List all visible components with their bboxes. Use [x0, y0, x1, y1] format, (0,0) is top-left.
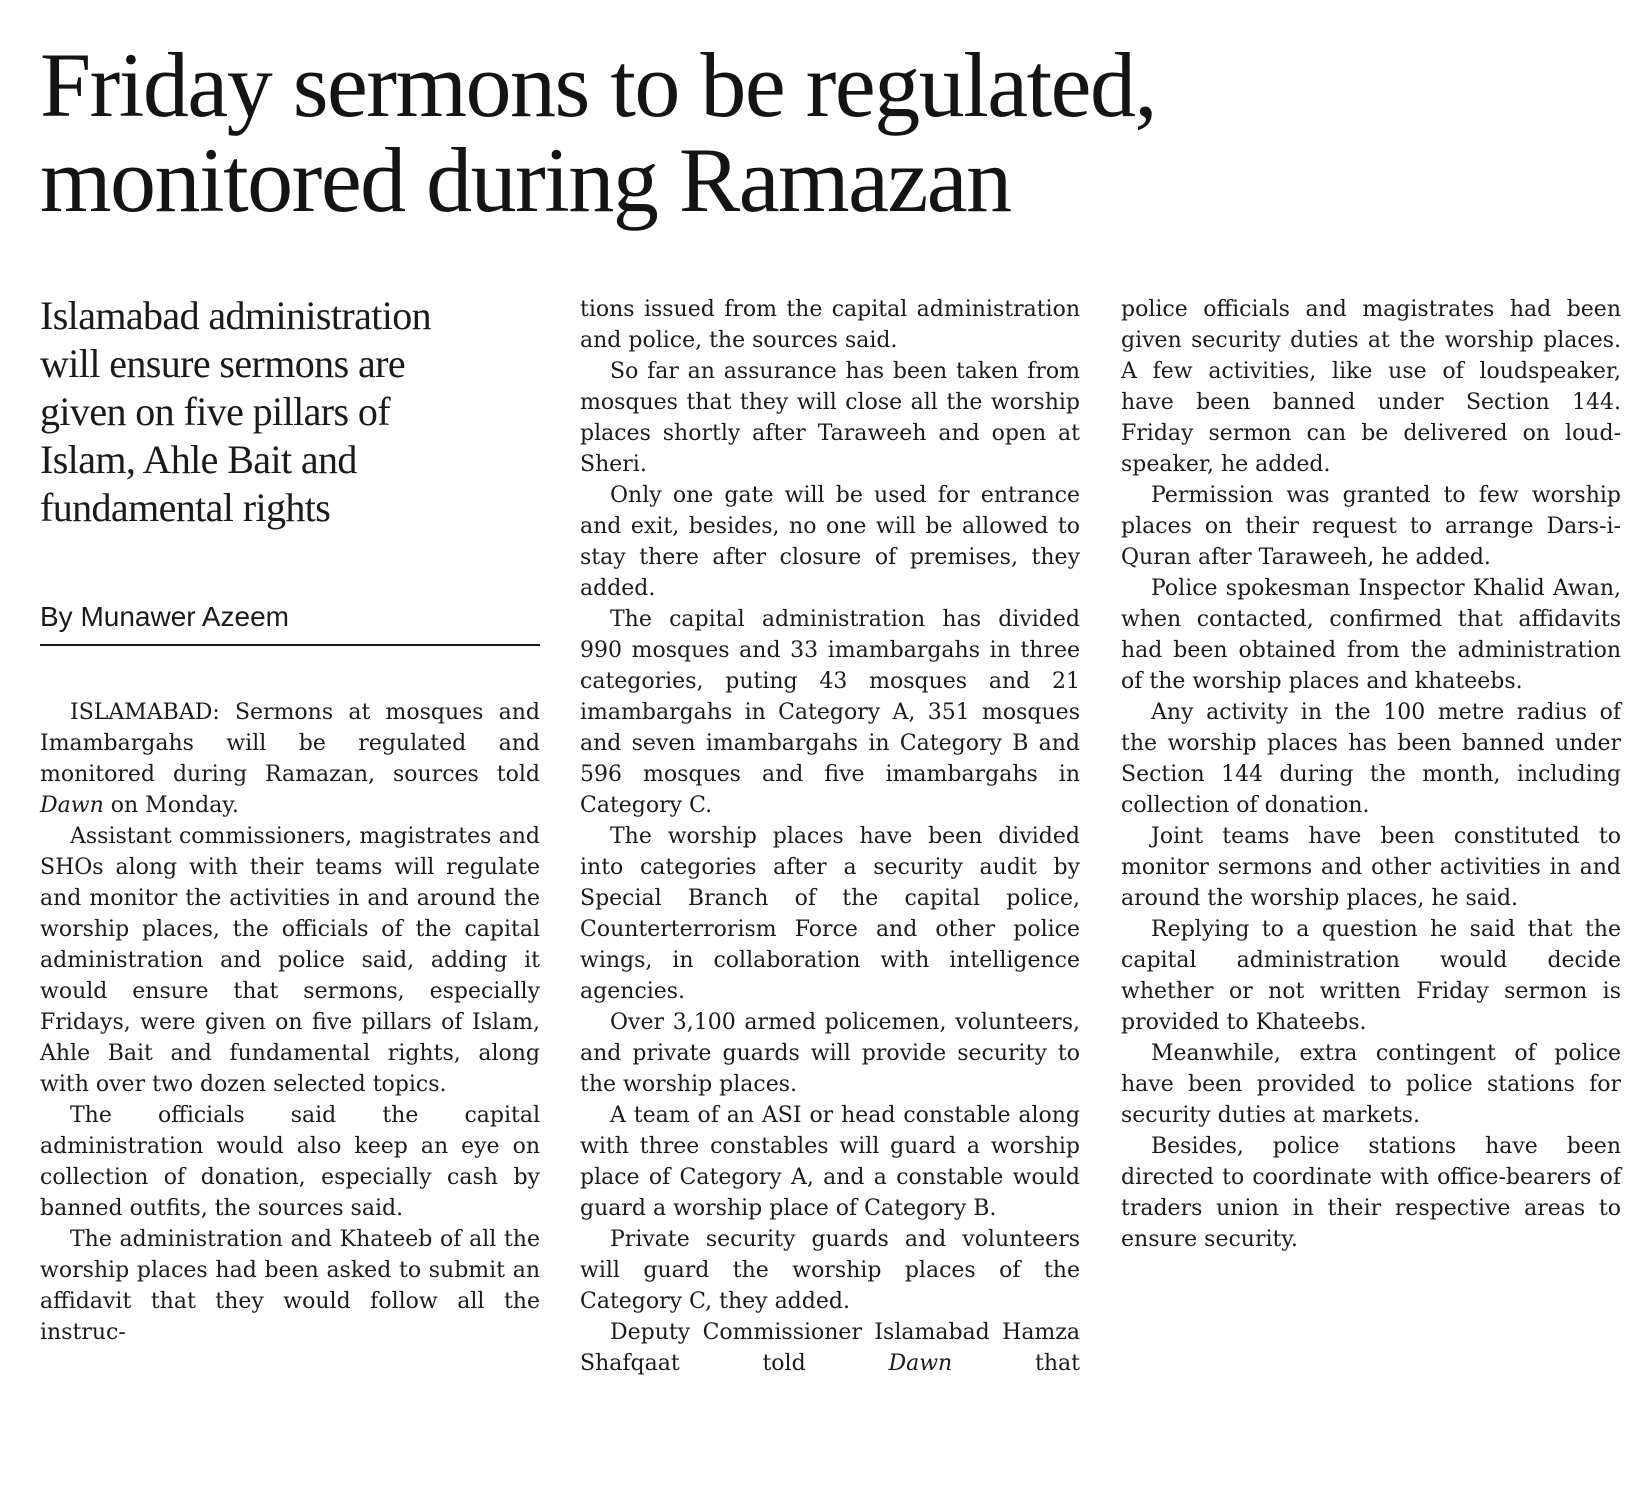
- article-paragraph: Joint teams have been constituted to monitor sermons and other activities in and around the worship places, he said.: [1121, 824, 1621, 911]
- article-paragraph: The administration and Khateeb of all the worship places had been asked to submit an affidavit that they would follow all the instruc-: [40, 1227, 540, 1345]
- subheadline-line-2: will ensure sermons are: [40, 341, 405, 386]
- article-paragraph: Over 3,100 armed policemen, volunteers, and private guards will provide security to the worship places.: [580, 1010, 1080, 1097]
- article-column-2: [580, 294, 1080, 1379]
- subheadline-line-3: given on five pillars of: [40, 389, 390, 434]
- article-paragraph: Permission was granted to few worship places on their request to arrange Dars-i-Quran after Taraweeh, he added.: [1121, 483, 1621, 570]
- newspaper-name: Dawn: [40, 793, 104, 818]
- article-paragraph: A team of an ASI or head constable along with three constables will guard a worship place of Category A, and a constable would guard a worship place of Category B.: [580, 1103, 1080, 1221]
- subheadline-line-5: fundamental rights: [40, 485, 331, 530]
- article-paragraph: Deputy Commissioner Islamabad Hamza Shafqaat told Dawn that: [580, 1320, 1080, 1376]
- article-paragraph: So far an assurance has been taken from mosques that they will close all the worship places shortly after Taraweeh and open at Sheri.: [580, 359, 1080, 477]
- headline: [40, 34, 1600, 231]
- article-paragraph: The capital administration has divided 990 mosques and 33 imambargahs in three categories, puting 43 mosques and 21 imambargahs in Category A, 351 mosques and seven imambargahs in Category B and 596 mosques and five imambargahs in Category C.: [580, 607, 1080, 818]
- subheadline-line-1: Islamabad administration: [40, 293, 432, 338]
- article-paragraph: Meanwhile, extra contingent of police have been provided to police stations for security duties at markets.: [1121, 1041, 1621, 1128]
- subheadline-line-4: Islam, Ahle Bait and: [40, 437, 357, 482]
- article-paragraph: Only one gate will be used for entrance and exit, besides, no one will be allowed to stay there after closure of premises, they added.: [580, 483, 1080, 601]
- article-paragraph: The officials said the capital administration would also keep an eye on collection of donation, especially cash by banned outfits, the sources said.: [40, 1103, 540, 1221]
- subheadline: [40, 292, 540, 532]
- newspaper-name: Dawn: [888, 1351, 953, 1376]
- headline-line-1: Friday sermons to be regulated,: [40, 34, 1156, 136]
- article-paragraph: ISLAMABAD: Sermons at mosques and Imambargahs will be regulated and monitored during Ramazan, sources told Dawn on Monday.: [40, 700, 540, 818]
- article-paragraph: Assistant commissioners, magistrates and SHOs along with their teams will regulate and monitor the activities in and around the worship places, the officials of the capital administration and police said, adding it would ensure that sermons, especially Fridays, were given on five pillars of Islam, Ahle Bait and fundamental rights, along with over two dozen selected topics.: [40, 824, 540, 1097]
- article-paragraph-continued: tions issued from the capital administration and police, the sources said.: [580, 297, 1080, 353]
- article-paragraph: Private security guards and volunteers will guard the worship places of the Category C, they added.: [580, 1227, 1080, 1314]
- byline-divider: [40, 644, 540, 646]
- article-paragraph: Police spokesman Inspector Khalid Awan, when contacted, confirmed that affidavits had been obtained from the administration of the worship places and khateebs.: [1121, 576, 1621, 694]
- article-paragraph: Any activity in the 100 metre radius of the worship places has been banned under Section 144 during the month, including collection of donation.: [1121, 700, 1621, 818]
- article-paragraph-continued: police officials and magistrates had been given security duties at the worship places. A few activities, like use of loudspeaker, have been banned under Section 144. Friday sermon can be delivered on loudspeaker, he added.: [1121, 297, 1621, 477]
- article-paragraph: Replying to a question he said that the capital administration would decide whether or not written Friday sermon is provided to Khateebs.: [1121, 917, 1621, 1035]
- article-column-1: [40, 697, 540, 1348]
- article-paragraph: Besides, police stations have been directed to coordinate with office-bearers of traders union in their respective areas to ensure security.: [1121, 1134, 1621, 1252]
- byline: By Munawer Azeem: [40, 601, 289, 632]
- article-paragraph: The worship places have been divided into categories after a security audit by Special Branch of the capital police, Counterterrorism Force and other police wings, in collaboration with intelligence agencies.: [580, 824, 1080, 1004]
- article-column-3: [1121, 294, 1621, 1255]
- headline-line-2: monitored during Ramazan: [40, 129, 1011, 231]
